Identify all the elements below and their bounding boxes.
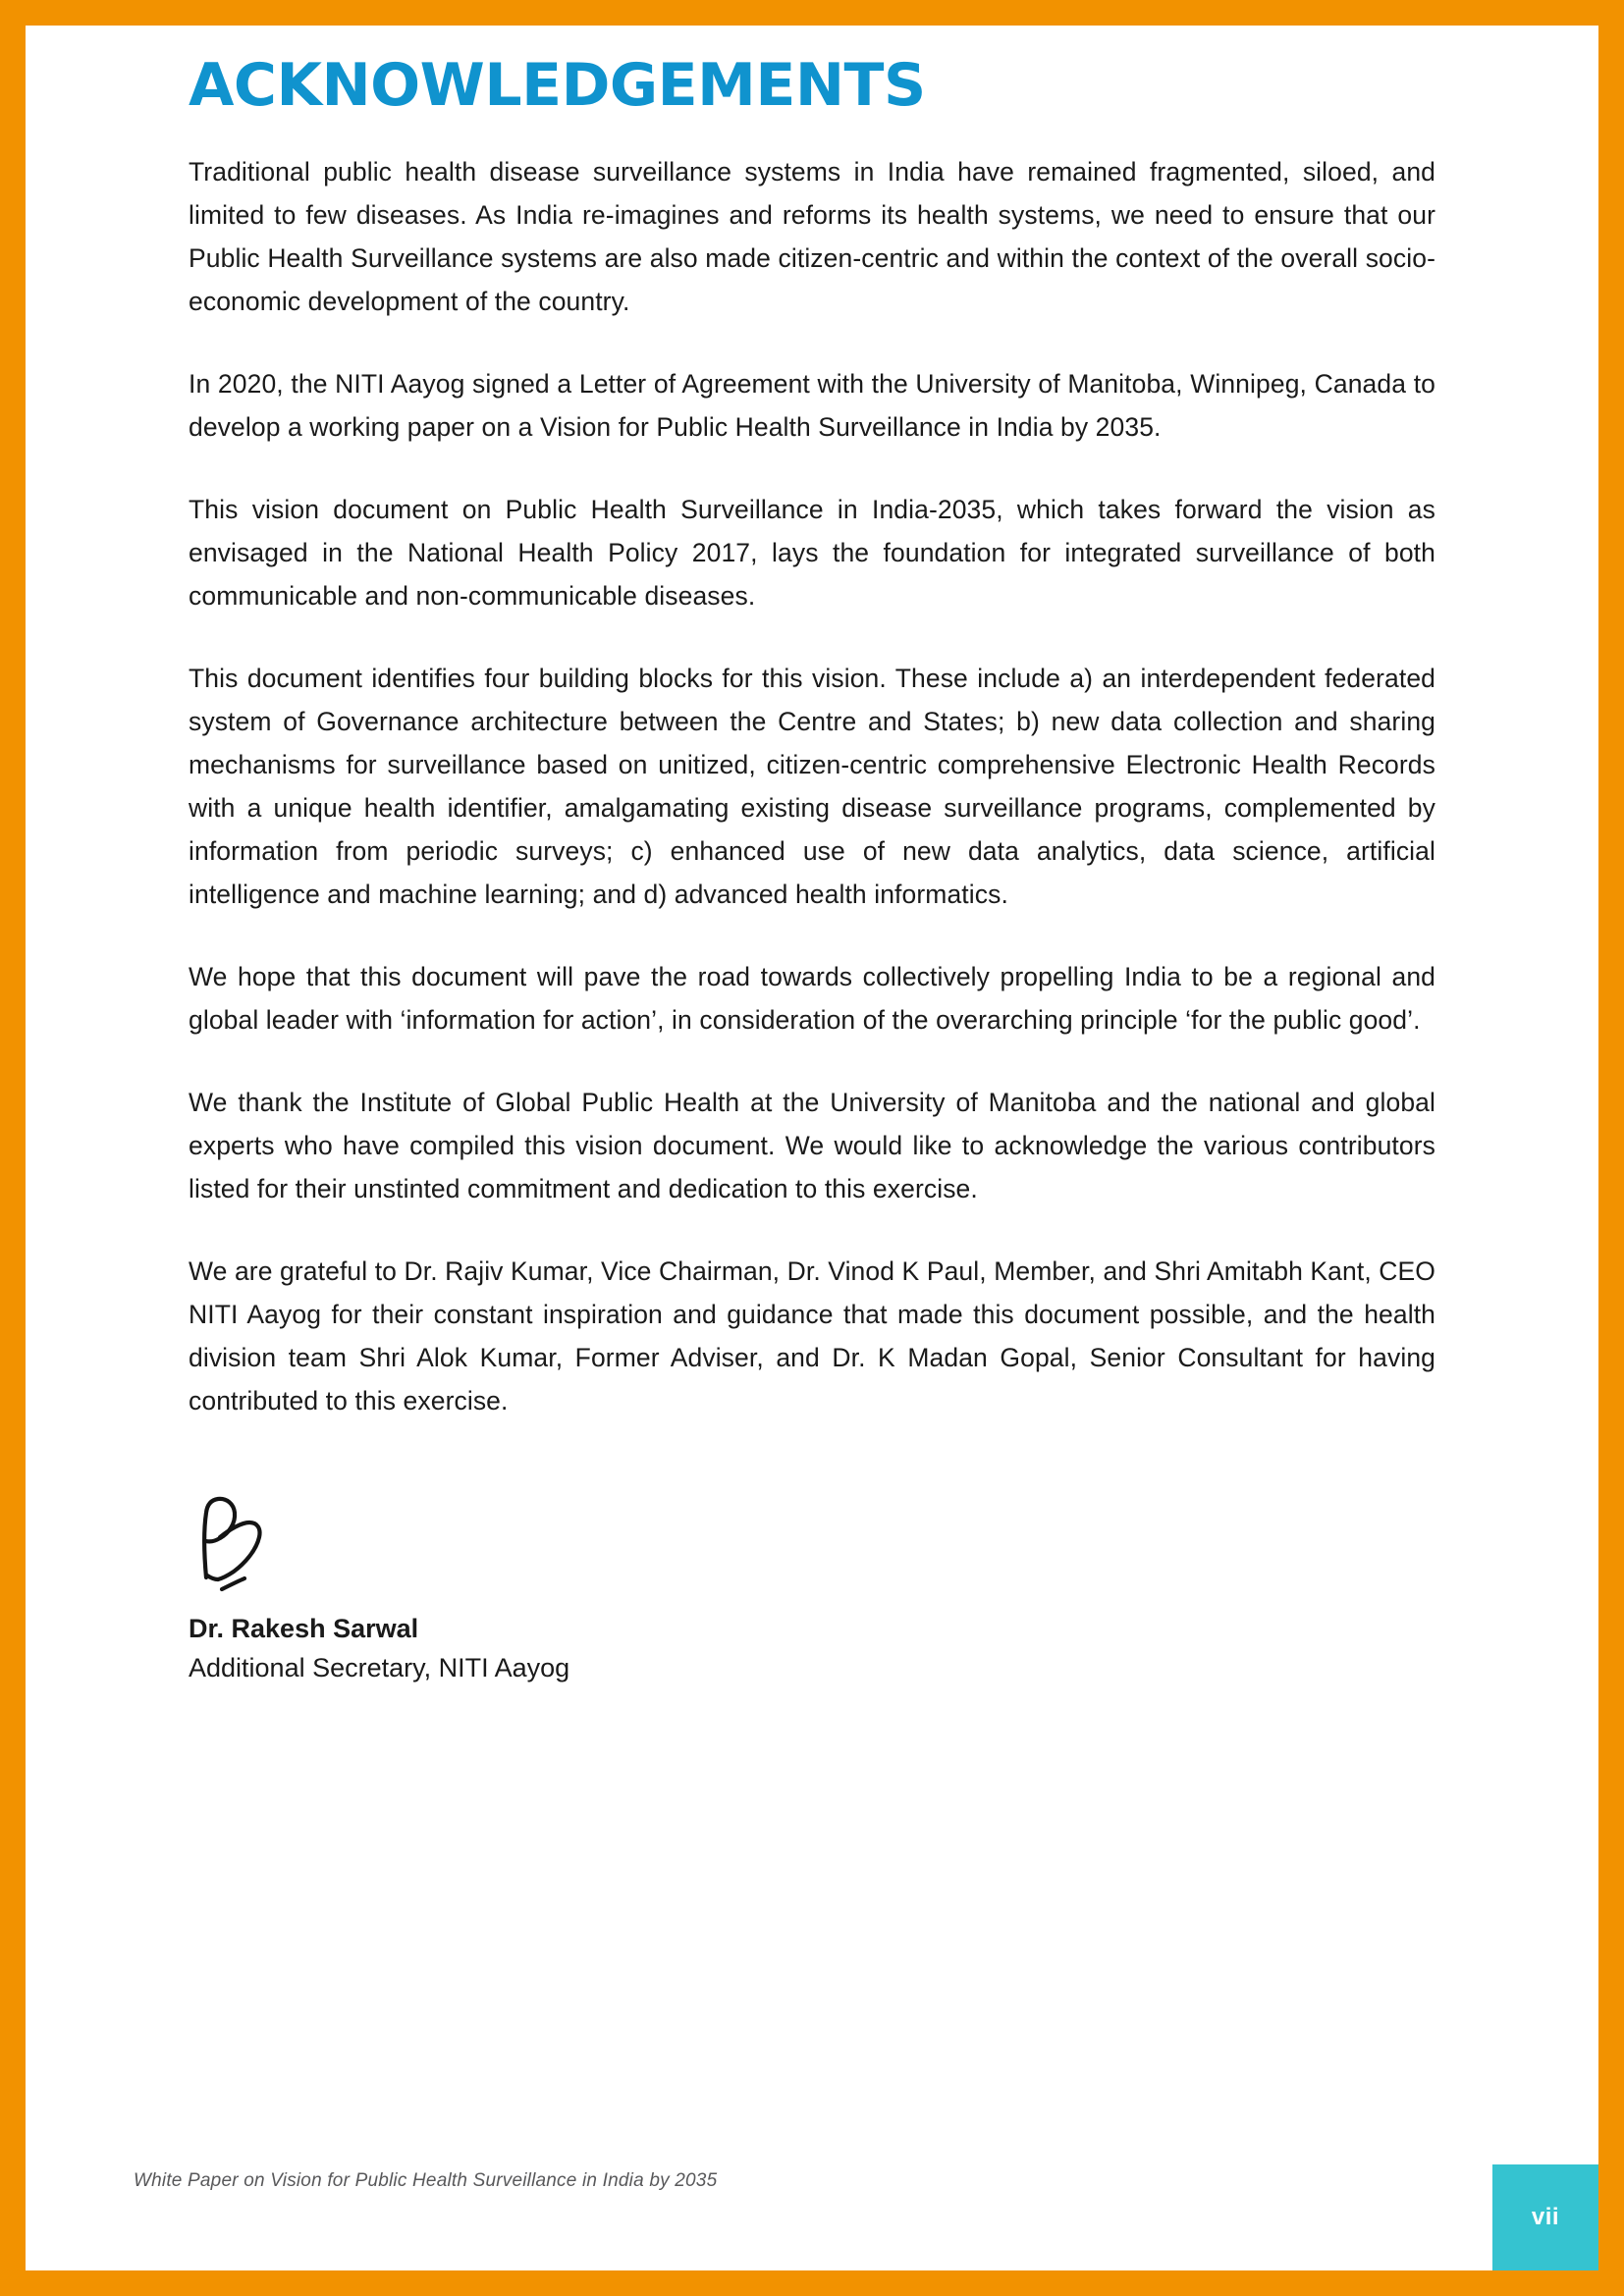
page-content-area xyxy=(26,26,1598,2270)
paragraph-vision-document: This vision document on Public Health Surveillance in India-2035, which takes forward the vision as envisaged in the National Health Policy 2017, lays the foundation for integrated surveillance of both communicable and non-communicable diseases. xyxy=(189,495,1435,611)
paragraph-thanks: We thank the Institute of Global Public Health at the University of Manitoba and the national and global experts who have compiled this vision document. We would like to acknowledge the various contributors listed for their unstinted commitment and dedication to this exercise. xyxy=(189,1088,1435,1203)
signatory-role: Additional Secretary, NITI Aayog xyxy=(189,1653,570,1682)
footer-note: White Paper on Vision for Public Health Surveillance in India by 2035 xyxy=(134,2170,718,2191)
signature-block xyxy=(189,1491,1435,1687)
paragraph-agreement: In 2020, the NITI Aayog signed a Letter of Agreement with the University of Manitoba, Winnipeg, Canada to develop a working paper on a Vision for Public Health Surveillance in India by 2035. xyxy=(189,369,1435,442)
paragraph-building-blocks: This document identifies four building blocks for this vision. These include a) an interdependent federated system of Governance architecture between the Centre and States; b) new data collection and sharing mechanisms for surveillance based on unitized, citizen-centric comprehensive Electronic Health Records with a unique health identifier, amalgamating existing disease surveillance programs, complemented by information from periodic surveys; c) enhanced use of new data analytics, data science, artificial intelligence and machine learning; and d) advanced health informatics. xyxy=(189,664,1435,909)
paragraph-intro: Traditional public health disease surveillance systems in India have remained fragmented, siloed, and limited to few diseases. As India re-imagines and reforms its health systems, we need to ensure that our Public Health Surveillance systems are also made citizen-centric and within the context of the overall socio-economic development of the country. xyxy=(189,157,1435,316)
page-title: ACKNOWLEDGEMENTS xyxy=(189,51,926,120)
paragraph-gratitude: We are grateful to Dr. Rajiv Kumar, Vice Chairman, Dr. Vinod K Paul, Member, and Shri Amitabh Kant, CEO NITI Aayog for their constant inspiration and guidance that made this document possible, and the health division team Shri Alok Kumar, Former Adviser, and Dr. K Madan Gopal, Senior Consultant for having contributed to this exercise. xyxy=(189,1256,1435,1415)
acknowledgements-section xyxy=(189,51,1435,1687)
signatory-name: Dr. Rakesh Sarwal xyxy=(189,1614,419,1643)
page-number-badge: vii xyxy=(1492,2164,1598,2270)
paragraph-hope: We hope that this document will pave the road towards collectively propelling India to be a regional and global leader with ‘information for action’, in consideration of the overarching principle ‘for the public good’. xyxy=(189,962,1435,1035)
handwritten-signature-icon xyxy=(190,1491,308,1599)
